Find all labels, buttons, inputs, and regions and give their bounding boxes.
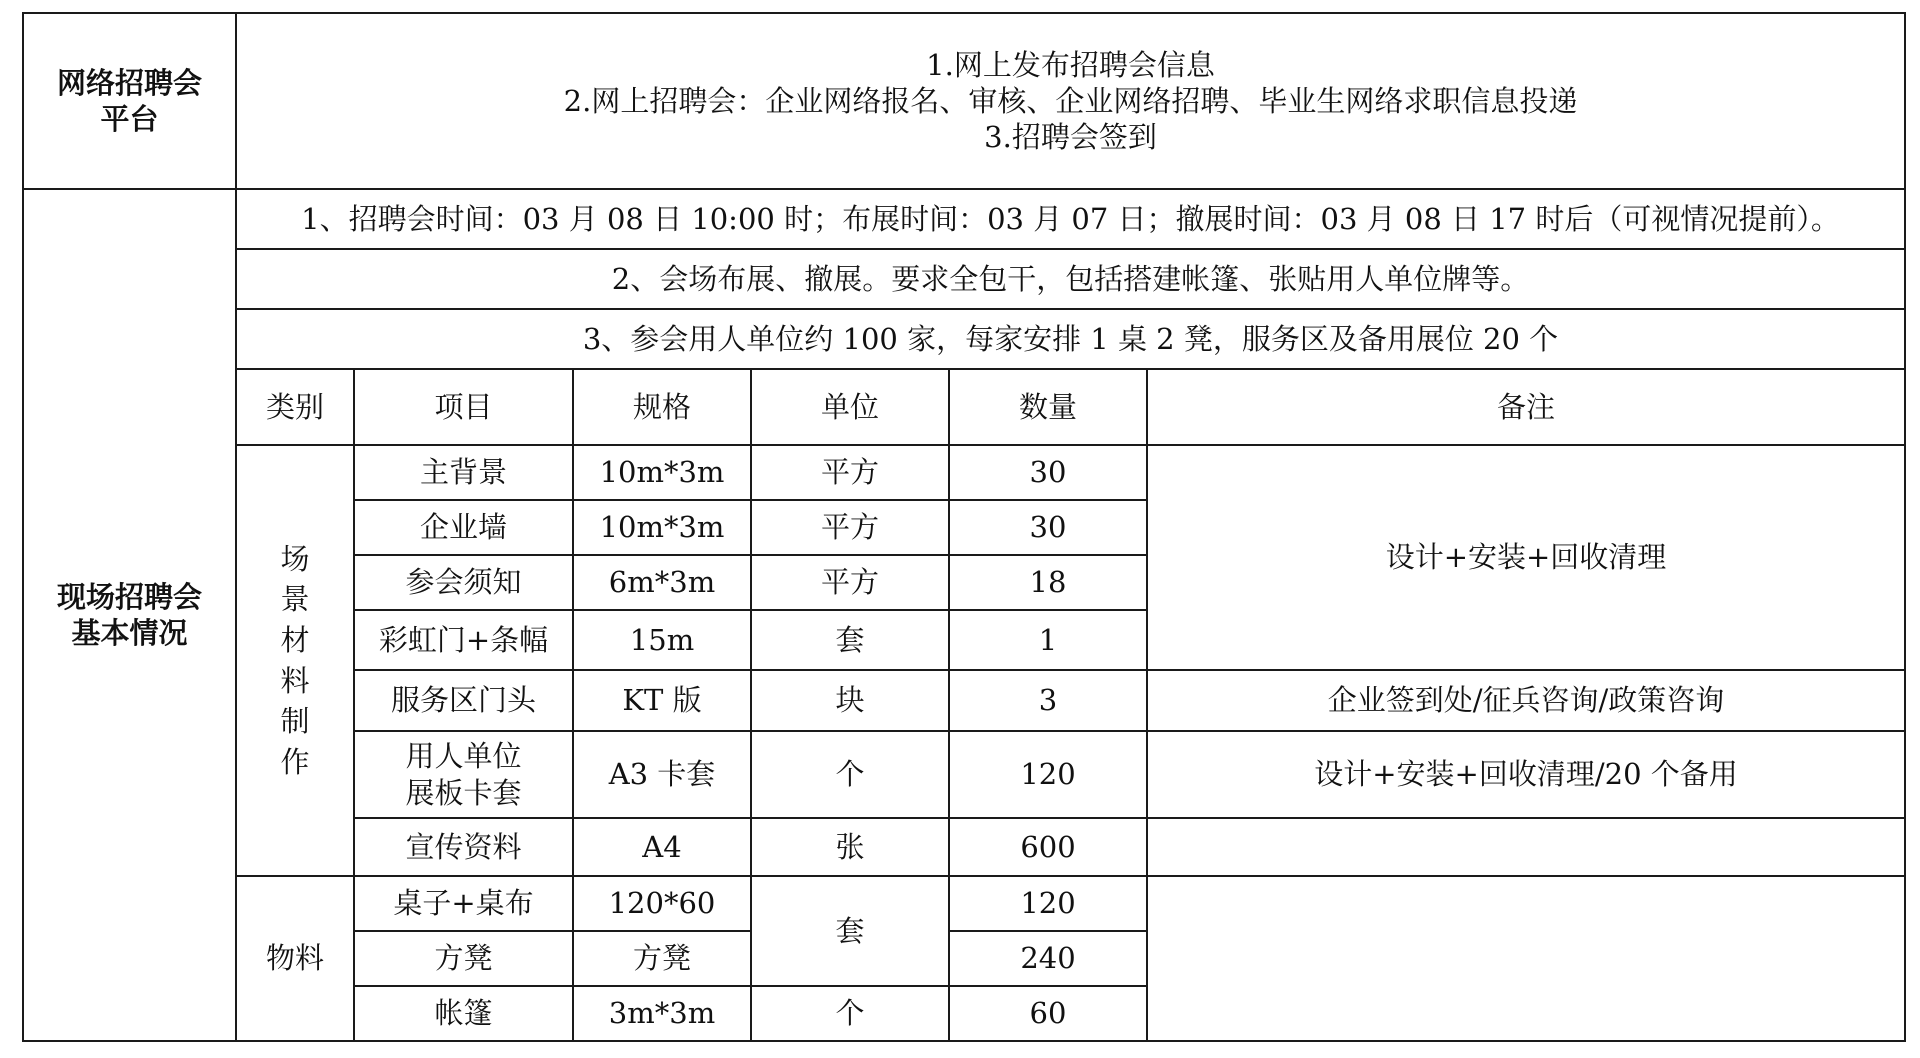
quantity-cell: 30 bbox=[949, 500, 1147, 555]
unit-cell: 平方 bbox=[751, 445, 949, 500]
spec-cell: KT 版 bbox=[573, 670, 751, 731]
platform-item: 1.网上发布招聘会信息 bbox=[926, 47, 1215, 82]
quantity-cell: 120 bbox=[949, 876, 1147, 931]
remark-cell: 企业签到处/征兵咨询/政策咨询 bbox=[1147, 670, 1905, 731]
onsite-section-label: 现场招聘会 基本情况 bbox=[23, 189, 236, 1041]
item-cell: 桌子+桌布 bbox=[354, 876, 573, 931]
unit-cell: 平方 bbox=[751, 555, 949, 610]
quantity-cell: 18 bbox=[949, 555, 1147, 610]
recruitment-fair-table bbox=[22, 12, 1906, 1042]
header-remark: 备注 bbox=[1147, 369, 1905, 445]
onsite-note-scale: 3、参会用人单位约 100 家，每家安排 1 桌 2 凳，服务区及备用展位 20 个 bbox=[236, 309, 1905, 369]
remark-cell-empty bbox=[1147, 818, 1905, 876]
quantity-cell: 240 bbox=[949, 931, 1147, 986]
quantity-cell: 30 bbox=[949, 445, 1147, 500]
quantity-cell: 1 bbox=[949, 610, 1147, 670]
spec-cell: 120*60 bbox=[573, 876, 751, 931]
item-cell: 宣传资料 bbox=[354, 818, 573, 876]
item-cell: 用人单位 展板卡套 bbox=[354, 731, 573, 818]
item-cell: 帐篷 bbox=[354, 986, 573, 1041]
quantity-cell: 60 bbox=[949, 986, 1147, 1041]
platform-section-label: 网络招聘会 平台 bbox=[23, 13, 236, 189]
item-cell: 方凳 bbox=[354, 931, 573, 986]
unit-cell: 套 bbox=[751, 876, 949, 986]
quantity-cell: 3 bbox=[949, 670, 1147, 731]
spec-cell: A3 卡套 bbox=[573, 731, 751, 818]
onsite-note-time: 1、招聘会时间：03 月 08 日 10:00 时；布展时间：03 月 07 日；撤展时间：03 月 08 日 17 时后（可视情况提前）。 bbox=[236, 189, 1905, 249]
quantity-cell: 600 bbox=[949, 818, 1147, 876]
item-cell: 参会须知 bbox=[354, 555, 573, 610]
remark-cell: 设计+安装+回收清理/20 个备用 bbox=[1147, 731, 1905, 818]
quantity-cell: 120 bbox=[949, 731, 1147, 818]
spec-cell: 3m*3m bbox=[573, 986, 751, 1041]
onsite-note-row bbox=[23, 189, 1905, 249]
platform-row bbox=[23, 13, 1905, 189]
spec-cell: A4 bbox=[573, 818, 751, 876]
onsite-note-row bbox=[23, 249, 1905, 309]
spec-cell: 10m*3m bbox=[573, 445, 751, 500]
header-spec: 规格 bbox=[573, 369, 751, 445]
unit-cell: 套 bbox=[751, 610, 949, 670]
platform-item: 2.网上招聘会：企业网络报名、审核、企业网络招聘、毕业生网络求职信息投递 bbox=[563, 83, 1578, 118]
category-cell: 场景材料制作 bbox=[236, 445, 354, 876]
onsite-note-row bbox=[23, 309, 1905, 369]
unit-cell: 个 bbox=[751, 986, 949, 1041]
spec-cell: 6m*3m bbox=[573, 555, 751, 610]
table-row bbox=[23, 876, 1905, 931]
item-cell: 服务区门头 bbox=[354, 670, 573, 731]
platform-items bbox=[236, 13, 1905, 189]
unit-cell: 块 bbox=[751, 670, 949, 731]
item-cell: 主背景 bbox=[354, 445, 573, 500]
remark-cell-empty bbox=[1147, 876, 1905, 1041]
remark-cell: 设计+安装+回收清理 bbox=[1147, 445, 1905, 670]
unit-cell: 张 bbox=[751, 818, 949, 876]
header-item: 项目 bbox=[354, 369, 573, 445]
header-unit: 单位 bbox=[751, 369, 949, 445]
header-quantity: 数量 bbox=[949, 369, 1147, 445]
header-category: 类别 bbox=[236, 369, 354, 445]
spec-cell: 10m*3m bbox=[573, 500, 751, 555]
spec-cell: 方凳 bbox=[573, 931, 751, 986]
category-cell: 物料 bbox=[236, 876, 354, 1041]
unit-cell: 个 bbox=[751, 731, 949, 818]
platform-item: 3.招聘会签到 bbox=[984, 120, 1157, 155]
onsite-note-setup: 2、会场布展、撤展。要求全包干，包括搭建帐篷、张贴用人单位牌等。 bbox=[236, 249, 1905, 309]
item-cell: 企业墙 bbox=[354, 500, 573, 555]
table-row bbox=[23, 445, 1905, 500]
spec-cell: 15m bbox=[573, 610, 751, 670]
table-header-row bbox=[23, 369, 1905, 445]
unit-cell: 平方 bbox=[751, 500, 949, 555]
item-cell: 彩虹门+条幅 bbox=[354, 610, 573, 670]
